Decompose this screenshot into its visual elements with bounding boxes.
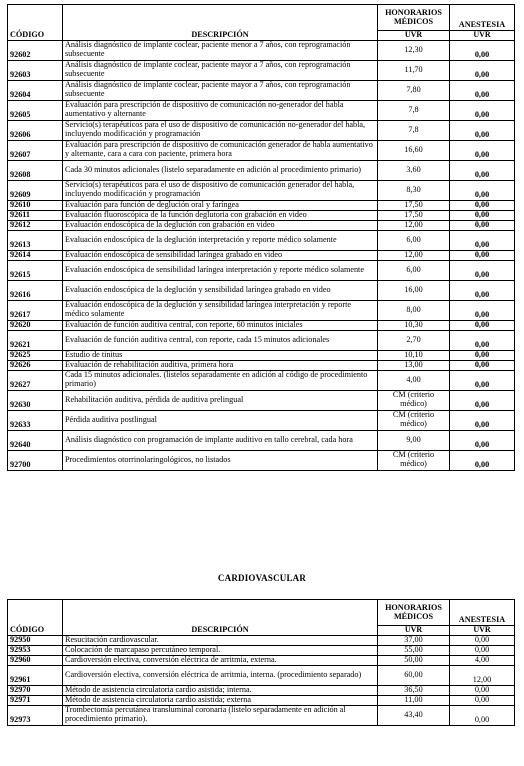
procedure-description: Análisis diagnóstico de implante coclear, paciente mayor a 7 años, con reprogramación subsecuente	[63, 80, 378, 100]
section-title: CARDIOVASCULAR	[217, 573, 307, 583]
anesthesia-value: 0,00	[450, 220, 515, 230]
anesthesia-value: 0,00	[450, 350, 515, 360]
procedure-description: Cada 30 minutos adicionales (listelo separadamente en adición al procedimiento primario)	[63, 160, 378, 180]
fee-value: 55,00	[378, 645, 450, 655]
procedure-description: Evaluación endoscópica de la deglución y sensibilidad laríngea interpretación y reporte médico solamente	[63, 300, 378, 320]
procedure-description: Rehabilitación auditiva, pérdida de auditiva prelingual	[63, 390, 378, 410]
procedure-description: Cardioversión electiva, conversión eléctrica de arritmia, interna. (procedimiento separado)	[63, 665, 378, 685]
procedure-code: 92602	[8, 40, 63, 60]
procedure-code: 92970	[8, 685, 63, 695]
procedure-description: Evaluación para prescripción de dispositivo de comunicación generador de habla aumentativo y alternante, cara a cara con paciente, primera hora	[63, 140, 378, 160]
fee-value: CM (criterio médico)	[378, 450, 450, 470]
header-fees: HONORARIOS MÉDICOS	[378, 600, 450, 626]
procedure-description: Evaluación de rehabilitación auditiva, primera hora	[63, 360, 378, 370]
table-row	[8, 685, 515, 695]
header-description: DESCRIPCIÓN	[63, 5, 378, 41]
anesthesia-value: 0,00	[450, 695, 515, 705]
procedure-code: 92604	[8, 80, 63, 100]
fee-value: 6,00	[378, 230, 450, 250]
procedure-description: Análisis diagnóstico con programación de implante auditivo en tallo cerebral, cada hora	[63, 430, 378, 450]
procedure-code: 92625	[8, 350, 63, 360]
fee-value: 12,00	[378, 220, 450, 230]
procedure-code: 92700	[8, 450, 63, 470]
fee-value: 16,60	[378, 140, 450, 160]
fee-value: 4,00	[378, 370, 450, 390]
anesthesia-value: 0,00	[450, 120, 515, 140]
procedure-description: Evaluación para función de deglución oral y faríngea	[63, 200, 378, 210]
header-fees: HONORARIOS MÉDICOS	[378, 5, 450, 31]
table-row	[8, 300, 515, 320]
anesthesia-value: 0,00	[450, 450, 515, 470]
anesthesia-value: 0,00	[450, 180, 515, 200]
procedure-description: Pérdida auditiva postlingual	[63, 410, 378, 430]
table-row	[8, 330, 515, 350]
table-row	[8, 200, 515, 210]
table-row	[8, 140, 515, 160]
table-row	[8, 250, 515, 260]
table-row	[8, 80, 515, 100]
procedure-code: 92612	[8, 220, 63, 230]
fee-value: 7,80	[378, 80, 450, 100]
procedure-description: Evaluación endoscópica de la deglución y sensibilidad laríngea grabado en video	[63, 280, 378, 300]
fee-value: CM (criterio médico)	[378, 410, 450, 430]
procedure-description: Evaluación fluoroscópica de la función deglutoria con grabación en video	[63, 210, 378, 220]
procedure-description: Método de asistencia circulatoria cardio asistida; externa	[63, 695, 378, 705]
anesthesia-value: 12,00	[450, 665, 515, 685]
anesthesia-value: 0,00	[450, 705, 515, 725]
anesthesia-value: 0,00	[450, 60, 515, 80]
procedure-code: 92605	[8, 100, 63, 120]
table-row	[8, 705, 515, 725]
anesthesia-value: 0,00	[450, 635, 515, 645]
procedure-description: Servicio(s) terapéuticos para el uso de dispositivo de comunicación generador del habla, incluyendo modificación y programación	[63, 180, 378, 200]
table-row	[8, 220, 515, 230]
table-row	[8, 100, 515, 120]
procedure-code: 92633	[8, 410, 63, 430]
procedure-code: 92626	[8, 360, 63, 370]
fee-value: 60,00	[378, 665, 450, 685]
anesthesia-value: 0,00	[450, 210, 515, 220]
fee-value: 10,10	[378, 350, 450, 360]
procedure-description: Procedimientos otorrinolaringológicos, no listados	[63, 450, 378, 470]
procedure-description: Evaluación endoscópica de sensibilidad laríngea grabado en video	[63, 250, 378, 260]
table-row	[8, 180, 515, 200]
table-row	[8, 430, 515, 450]
fee-value: 36,50	[378, 685, 450, 695]
fee-value: 10,30	[378, 320, 450, 330]
procedure-description: Evaluación para prescripción de dispositivo de comunicación no-generador del habla aumentativo y alternante	[63, 100, 378, 120]
procedure-code: 92630	[8, 390, 63, 410]
table-row	[8, 370, 515, 390]
procedure-description: Colocación de marcapaso percutáneo temporal.	[63, 645, 378, 655]
header-fees-unit: UVR	[378, 626, 450, 636]
procedure-code: 92613	[8, 230, 63, 250]
procedure-code: 92961	[8, 665, 63, 685]
procedure-code: 92614	[8, 250, 63, 260]
cardiovascular-fee-table	[7, 599, 515, 726]
anesthesia-value: 0,00	[450, 300, 515, 320]
fee-value: 43,40	[378, 705, 450, 725]
fee-value: 8,00	[378, 300, 450, 320]
header-anesthesia-unit: UVR	[450, 31, 515, 41]
procedure-code: 92971	[8, 695, 63, 705]
anesthesia-value: 0,00	[450, 360, 515, 370]
anesthesia-value: 0,00	[450, 685, 515, 695]
procedure-code: 92953	[8, 645, 63, 655]
table-row	[8, 350, 515, 360]
anesthesia-value: 0,00	[450, 100, 515, 120]
header-description: DESCRIPCIÓN	[63, 600, 378, 636]
fee-value: 50,00	[378, 655, 450, 665]
table-row	[8, 635, 515, 645]
table-row	[8, 450, 515, 470]
fee-value: 12,30	[378, 40, 450, 60]
header-fees-unit: UVR	[378, 31, 450, 41]
header-code: CÓDIGO	[8, 600, 63, 636]
table-row	[8, 230, 515, 250]
anesthesia-value: 0,00	[450, 390, 515, 410]
procedure-code: 92617	[8, 300, 63, 320]
fee-value: 12,00	[378, 250, 450, 260]
procedure-code: 92620	[8, 320, 63, 330]
anesthesia-value: 4,00	[450, 655, 515, 665]
procedure-description: Cardioversión electiva, conversión eléctrica de arritmia, externa.	[63, 655, 378, 665]
fee-value: 7,8	[378, 120, 450, 140]
table-row	[8, 665, 515, 685]
table-row	[8, 210, 515, 220]
anesthesia-value: 0,00	[450, 370, 515, 390]
fee-value: 17,50	[378, 200, 450, 210]
table-row	[8, 410, 515, 430]
procedure-code: 92627	[8, 370, 63, 390]
fee-value: 11,00	[378, 695, 450, 705]
header-anesthesia-unit: UVR	[450, 626, 515, 636]
procedure-description: Trombectomía percutánea transluminal coronaria (listelo separadamente en adición al procedimiento primario).	[63, 705, 378, 725]
anesthesia-value: 0,00	[450, 40, 515, 60]
fee-value: 16,00	[378, 280, 450, 300]
procedure-code: 92608	[8, 160, 63, 180]
procedure-description: Evaluación de función auditiva central, con reporte, cada 15 minutos adicionales	[63, 330, 378, 350]
anesthesia-value: 0,00	[450, 250, 515, 260]
anesthesia-value: 0,00	[450, 430, 515, 450]
anesthesia-value: 0,00	[450, 320, 515, 330]
fee-value: 11,70	[378, 60, 450, 80]
procedure-code: 92607	[8, 140, 63, 160]
table-row	[8, 360, 515, 370]
fee-value: CM (criterio médico)	[378, 390, 450, 410]
header-code: CÓDIGO	[8, 5, 63, 41]
header-anesthesia: ANESTESIA	[450, 5, 515, 31]
fee-value: 8,30	[378, 180, 450, 200]
table-row	[8, 695, 515, 705]
fee-value: 9,00	[378, 430, 450, 450]
procedure-code: 92973	[8, 705, 63, 725]
anesthesia-value: 0,00	[450, 200, 515, 210]
procedure-description: Análisis diagnóstico de implante coclear, paciente menor a 7 años, con reprogramación subsecuente	[63, 40, 378, 60]
anesthesia-value: 0,00	[450, 260, 515, 280]
procedure-code: 92610	[8, 200, 63, 210]
table-row	[8, 120, 515, 140]
anesthesia-value: 0,00	[450, 230, 515, 250]
anesthesia-value: 0,00	[450, 410, 515, 430]
anesthesia-value: 0,00	[450, 80, 515, 100]
fee-value: 13,00	[378, 360, 450, 370]
procedure-code: 92603	[8, 60, 63, 80]
anesthesia-value: 0,00	[450, 645, 515, 655]
fee-value: 37,00	[378, 635, 450, 645]
procedure-description: Evaluación endoscópica de la deglución interpretación y reporte médico solamente	[63, 230, 378, 250]
table-row	[8, 160, 515, 180]
procedure-code: 92621	[8, 330, 63, 350]
procedure-description: Resucitación cardiovascular.	[63, 635, 378, 645]
table-row	[8, 390, 515, 410]
anesthesia-value: 0,00	[450, 330, 515, 350]
procedure-description: Evaluación endoscópica de sensibilidad laríngea interpretación y reporte médico solamente	[63, 260, 378, 280]
procedure-description: Servicio(s) terapéuticos para el uso de dispositivo de comunicación no-generador del habla, incluyendo modificación y programación	[63, 120, 378, 140]
fee-value: 3,60	[378, 160, 450, 180]
anesthesia-value: 0,00	[450, 160, 515, 180]
procedure-code: 92616	[8, 280, 63, 300]
table-row	[8, 60, 515, 80]
table-row	[8, 655, 515, 665]
procedure-code: 92960	[8, 655, 63, 665]
fee-value: 17,50	[378, 210, 450, 220]
procedure-code: 92950	[8, 635, 63, 645]
table1-body	[8, 40, 515, 470]
procedure-description: Evaluación endoscópica de la deglución con grabación en video	[63, 220, 378, 230]
anesthesia-value: 0,00	[450, 140, 515, 160]
otolaryngology-fee-table	[7, 4, 515, 471]
procedure-description: Cada 15 minutos adicionales. (listelos separadamente en adición al código de procedimiento primario)	[63, 370, 378, 390]
procedure-code: 92615	[8, 260, 63, 280]
procedure-code: 92640	[8, 430, 63, 450]
table-row	[8, 320, 515, 330]
procedure-description: Método de asistencia circulatoria cardio asistida; interna.	[63, 685, 378, 695]
fee-value: 6,00	[378, 260, 450, 280]
fee-value: 2,70	[378, 330, 450, 350]
anesthesia-value: 0,00	[450, 280, 515, 300]
header-anesthesia: ANESTESIA	[450, 600, 515, 626]
procedure-code: 92609	[8, 180, 63, 200]
table-row	[8, 260, 515, 280]
procedure-description: Análisis diagnóstico de implante coclear, paciente mayor a 7 años, con reprogramación subsecuente	[63, 60, 378, 80]
table-row	[8, 645, 515, 655]
procedure-code: 92611	[8, 210, 63, 220]
table2-body	[8, 635, 515, 725]
table-row	[8, 280, 515, 300]
table-row	[8, 40, 515, 60]
procedure-code: 92606	[8, 120, 63, 140]
procedure-description: Evaluación de función auditiva central, con reporte, 60 minutos iniciales	[63, 320, 378, 330]
procedure-description: Estudio de tinitus	[63, 350, 378, 360]
fee-value: 7,8	[378, 100, 450, 120]
